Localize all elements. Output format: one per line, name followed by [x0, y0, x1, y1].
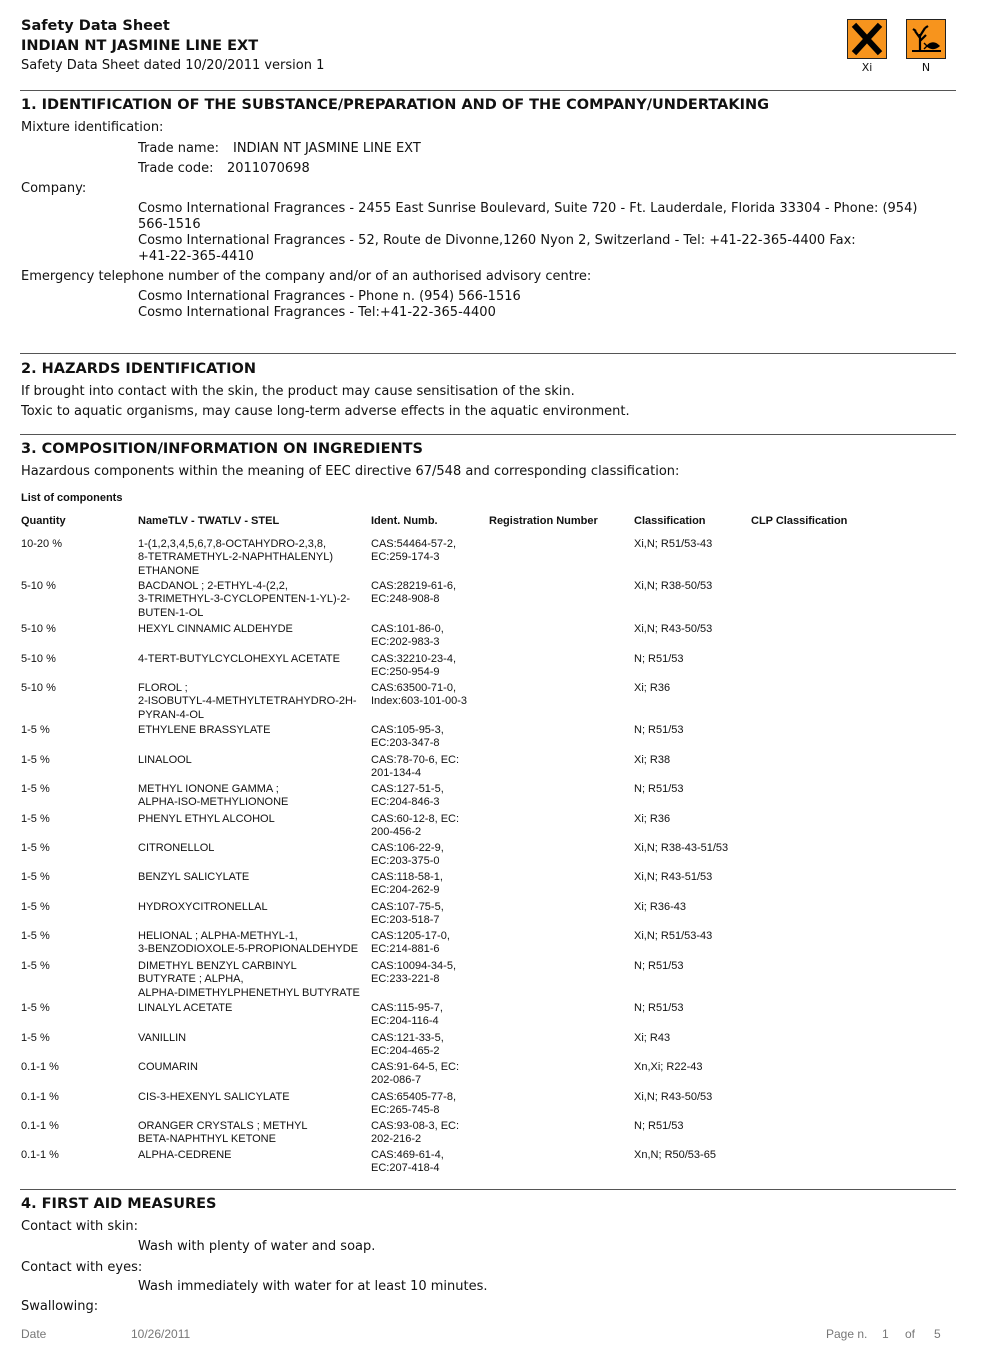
component-name: 3-TRIMETHYL-3-CYCLOPENTEN-1-YL)-2-: [138, 593, 351, 606]
component-classification: Xi; R43: [634, 1032, 671, 1044]
component-classification: N; R51/53: [634, 724, 684, 736]
section-3-heading: 3. COMPOSITION/INFORMATION ON INGREDIENTS: [21, 441, 423, 457]
component-quantity: 1-5 %: [21, 783, 50, 795]
eye-contact-text: Wash immediately with water for at least 10 minutes.: [138, 1279, 488, 1294]
component-ident-number: 201-134-4: [371, 767, 422, 780]
component-ident-number: CAS:63500-71-0,: [371, 682, 456, 694]
component-ident-number: CAS:469-61-4,: [371, 1149, 444, 1161]
dead-tree-fish-icon: [906, 19, 946, 59]
component-classification: N; R51/53: [634, 960, 684, 972]
component-name: HELIONAL ; ALPHA-METHYL-1,: [138, 930, 298, 942]
document-header: [21, 16, 324, 76]
component-quantity: 1-5 %: [21, 1032, 50, 1044]
component-ident-number: CAS:32210-23-4,: [371, 653, 456, 665]
component-name: BACDANOL ; 2-ETHYL-4-(2,2,: [138, 580, 288, 592]
component-classification: N; R51/53: [634, 1120, 684, 1132]
component-ident-number: EC:204-262-9: [371, 884, 440, 897]
component-ident-number: EC:207-418-4: [371, 1162, 440, 1175]
component-ident-number: EC:203-518-7: [371, 914, 440, 927]
component-ident-number: EC:203-375-0: [371, 855, 440, 868]
footer-page-label: Page n.: [826, 1327, 868, 1341]
component-classification: Xn,Xi; R22-43: [634, 1061, 703, 1073]
component-ident-number: CAS:65405-77-8,: [371, 1091, 456, 1103]
footer-page-total: 5: [934, 1327, 941, 1341]
component-ident-number: EC:204-846-3: [371, 796, 440, 809]
component-ident-number: EC:259-174-3: [371, 551, 440, 564]
component-quantity: 0.1-1 %: [21, 1061, 59, 1073]
component-quantity: 1-5 %: [21, 1002, 50, 1014]
component-name: METHYL IONONE GAMMA ;: [138, 783, 279, 795]
company-label: Company:: [21, 181, 87, 196]
component-name: HEXYL CINNAMIC ALDEHYDE: [138, 623, 293, 635]
component-ident-number: CAS:115-95-7,: [371, 1002, 443, 1014]
component-classification: N; R51/53: [634, 1002, 684, 1014]
component-quantity: 5-10 %: [21, 580, 56, 592]
component-classification: Xi; R36: [634, 813, 671, 825]
component-ident-number: CAS:1205-17-0,: [371, 930, 450, 942]
component-quantity: 1-5 %: [21, 930, 50, 942]
divider: [20, 1189, 956, 1190]
company-address-2-cont: +41-22-365-4410: [138, 249, 254, 264]
component-name: BENZYL SALICYLATE: [138, 871, 250, 883]
component-name: CIS-3-HEXENYL SALICYLATE: [138, 1091, 290, 1103]
hazard-statement-1: If brought into contact with the skin, the product may cause sensitisation of the skin.: [21, 384, 575, 399]
eye-contact-label: Contact with eyes:: [21, 1260, 143, 1275]
footer-page-number: 1: [882, 1327, 889, 1341]
pictogram-xi: [847, 19, 887, 74]
component-classification: Xi,N; R43-50/53: [634, 623, 713, 635]
component-classification: N; R51/53: [634, 783, 684, 795]
component-ident-number: EC:202-983-3: [371, 636, 440, 649]
component-name: ORANGER CRYSTALS ; METHYL: [138, 1120, 308, 1132]
component-quantity: 5-10 %: [21, 653, 56, 665]
component-name: 2-ISOBUTYL-4-METHYLTETRAHYDRO-2H-: [138, 695, 357, 708]
component-ident-number: EC:265-745-8: [371, 1104, 440, 1117]
emergency-phone-1: Cosmo International Fragrances - Phone n. (954) 566-1516: [138, 289, 521, 304]
component-ident-number: EC:248-908-8: [371, 593, 440, 606]
component-ident-number: CAS:91-64-5, EC:: [371, 1061, 460, 1073]
component-quantity: 1-5 %: [21, 724, 50, 736]
component-ident-number: CAS:93-08-3, EC:: [371, 1120, 460, 1132]
product-name: INDIAN NT JASMINE LINE EXT: [21, 38, 259, 54]
component-classification: Xi,N; R38-50/53: [634, 580, 713, 592]
company-address-2: Cosmo International Fragrances - 52, Route de Divonne,1260 Nyon 2, Switzerland - Tel: +41-22-365-4400 Fax:: [138, 233, 856, 248]
trade-code-value: 2011070698: [227, 161, 310, 176]
column-header-name: NameTLV - TWATLV - STEL: [138, 515, 280, 527]
component-classification: Xi; R38: [634, 754, 671, 766]
swallowing-label: Swallowing:: [21, 1299, 99, 1314]
hazard-statement-2: Toxic to aquatic organisms, may cause long-term adverse effects in the aquatic environment.: [21, 404, 630, 419]
component-name: BETA-NAPHTHYL KETONE: [138, 1133, 276, 1146]
component-ident-number: CAS:101-86-0,: [371, 623, 444, 635]
component-name: 3-BENZODIOXOLE-5-PROPIONALDEHYDE: [138, 943, 359, 956]
component-ident-number: 200-456-2: [371, 826, 422, 839]
component-ident-number: CAS:107-75-5,: [371, 901, 444, 913]
component-quantity: 10-20 %: [21, 538, 62, 550]
document-title: Safety Data Sheet: [21, 18, 170, 34]
component-classification: Xi; R36: [634, 682, 671, 694]
component-quantity: 0.1-1 %: [21, 1149, 59, 1161]
section-4-heading: 4. FIRST AID MEASURES: [21, 1196, 217, 1212]
section-2-heading: 2. HAZARDS IDENTIFICATION: [21, 361, 256, 377]
component-name: FLOROL ;: [138, 682, 188, 694]
column-header-registration: Registration Number: [489, 515, 598, 527]
component-name: 4-TERT-BUTYLCYCLOHEXYL ACETATE: [138, 653, 340, 665]
emergency-label: Emergency telephone number of the company and/or of an authorised advisory centre:: [21, 269, 592, 284]
component-classification: N; R51/53: [634, 653, 684, 665]
component-ident-number: 202-086-7: [371, 1074, 422, 1087]
component-classification: Xi,N; R43-51/53: [634, 871, 713, 883]
component-ident-number: EC:203-347-8: [371, 737, 440, 750]
footer-date-label: Date: [21, 1327, 47, 1341]
components-list-title: List of components: [21, 492, 123, 504]
component-ident-number: EC:233-221-8: [371, 973, 440, 986]
component-name: HYDROXYCITRONELLAL: [138, 901, 268, 913]
component-ident-number: CAS:28219-61-6,: [371, 580, 456, 592]
divider: [20, 353, 956, 354]
column-header-ident: Ident. Numb.: [371, 515, 438, 527]
component-classification: Xi,N; R38-43-51/53: [634, 842, 729, 854]
component-name: LINALYL ACETATE: [138, 1002, 233, 1014]
component-quantity: 5-10 %: [21, 623, 56, 635]
skin-contact-label: Contact with skin:: [21, 1219, 138, 1234]
component-quantity: 5-10 %: [21, 682, 56, 694]
column-header-clp: CLP Classification: [751, 515, 848, 527]
component-ident-number: CAS:60-12-8, EC:: [371, 813, 460, 825]
component-ident-number: CAS:105-95-3,: [371, 724, 444, 736]
component-name: CITRONELLOL: [138, 842, 215, 854]
component-name: PYRAN-4-OL: [138, 708, 205, 721]
component-name: PHENYL ETHYL ALCOHOL: [138, 813, 275, 825]
component-ident-number: 202-216-2: [371, 1133, 422, 1146]
company-address-1: Cosmo International Fragrances - 2455 East Sunrise Boulevard, Suite 720 - Ft. Lauderdale, Florida 33304 - Phone: (954): [138, 201, 918, 216]
footer-date: 10/26/2011: [131, 1327, 191, 1341]
component-classification: Xi,N; R51/53-43: [634, 538, 713, 550]
component-quantity: 1-5 %: [21, 901, 50, 913]
component-ident-number: EC:214-881-6: [371, 943, 440, 956]
trade-name-value: INDIAN NT JASMINE LINE EXT: [233, 141, 421, 156]
component-name: BUTYRATE ; ALPHA,: [138, 973, 244, 986]
component-ident-number: CAS:78-70-6, EC:: [371, 754, 460, 766]
skin-contact-text: Wash with plenty of water and soap.: [138, 1239, 376, 1254]
column-header-classification: Classification: [634, 515, 706, 527]
emergency-phone-2: Cosmo International Fragrances - Tel:+41-22-365-4400: [138, 305, 496, 320]
pictogram-label: Xi: [861, 61, 873, 74]
component-name: DIMETHYL BENZYL CARBINYL: [138, 960, 297, 972]
component-quantity: 1-5 %: [21, 813, 50, 825]
component-classification: Xi,N; R43-50/53: [634, 1091, 713, 1103]
component-name: ETHANONE: [138, 564, 200, 577]
column-header-quantity: Quantity: [21, 515, 66, 527]
company-address-1-cont: 566-1516: [138, 217, 201, 232]
component-quantity: 0.1-1 %: [21, 1091, 59, 1103]
component-ident-number: CAS:127-51-5,: [371, 783, 444, 795]
component-name: ALPHA-CEDRENE: [138, 1149, 232, 1161]
component-ident-number: CAS:10094-34-5,: [371, 960, 456, 972]
component-quantity: 0.1-1 %: [21, 1120, 59, 1132]
harmful-x-icon: [847, 19, 887, 59]
pictogram-n: [906, 19, 946, 74]
trade-code-label: Trade code:: [138, 161, 214, 176]
component-quantity: 1-5 %: [21, 871, 50, 883]
divider: [20, 90, 956, 91]
component-ident-number: EC:204-116-4: [371, 1015, 439, 1028]
component-quantity: 1-5 %: [21, 842, 50, 854]
component-name: ALPHA-ISO-METHYLIONONE: [138, 796, 289, 809]
document-date: Safety Data Sheet dated 10/20/2011 version 1: [21, 58, 325, 73]
component-name: LINALOOL: [138, 754, 192, 766]
component-ident-number: CAS:106-22-9,: [371, 842, 444, 854]
component-name: ALPHA-DIMETHYLPHENETHYL BUTYRATE: [138, 986, 360, 999]
component-ident-number: CAS:54464-57-2,: [371, 538, 456, 550]
divider: [20, 434, 956, 435]
component-quantity: 1-5 %: [21, 754, 50, 766]
component-classification: Xn,N; R50/53-65: [634, 1149, 716, 1161]
component-name: COUMARIN: [138, 1061, 198, 1073]
component-name: 1-(1,2,3,4,5,6,7,8-OCTAHYDRO-2,3,8,: [138, 538, 327, 550]
composition-intro: Hazardous components within the meaning of EEC directive 67/548 and corresponding classification:: [21, 464, 680, 479]
component-ident-number: EC:250-954-9: [371, 666, 440, 679]
component-name: BUTEN-1-OL: [138, 606, 204, 619]
component-name: 8-TETRAMETHYL-2-NAPHTHALENYL): [138, 551, 333, 564]
component-ident-number: Index:603-101-00-3: [371, 695, 468, 708]
component-name: ETHYLENE BRASSYLATE: [138, 724, 271, 736]
component-classification: Xi; R36-43: [634, 901, 686, 913]
component-quantity: 1-5 %: [21, 960, 50, 972]
pictogram-label: N: [921, 61, 931, 74]
component-ident-number: EC:204-465-2: [371, 1045, 440, 1058]
component-ident-number: CAS:118-58-1,: [371, 871, 443, 883]
component-ident-number: CAS:121-33-5,: [371, 1032, 444, 1044]
section-1-heading: 1. IDENTIFICATION OF THE SUBSTANCE/PREPARATION AND OF THE COMPANY/UNDERTAKING: [21, 97, 770, 113]
mixture-label: Mixture identification:: [21, 120, 164, 135]
footer-of-label: of: [905, 1327, 916, 1341]
component-classification: Xi,N; R51/53-43: [634, 930, 713, 942]
trade-name-label: Trade name:: [138, 141, 219, 156]
component-name: VANILLIN: [138, 1032, 187, 1044]
